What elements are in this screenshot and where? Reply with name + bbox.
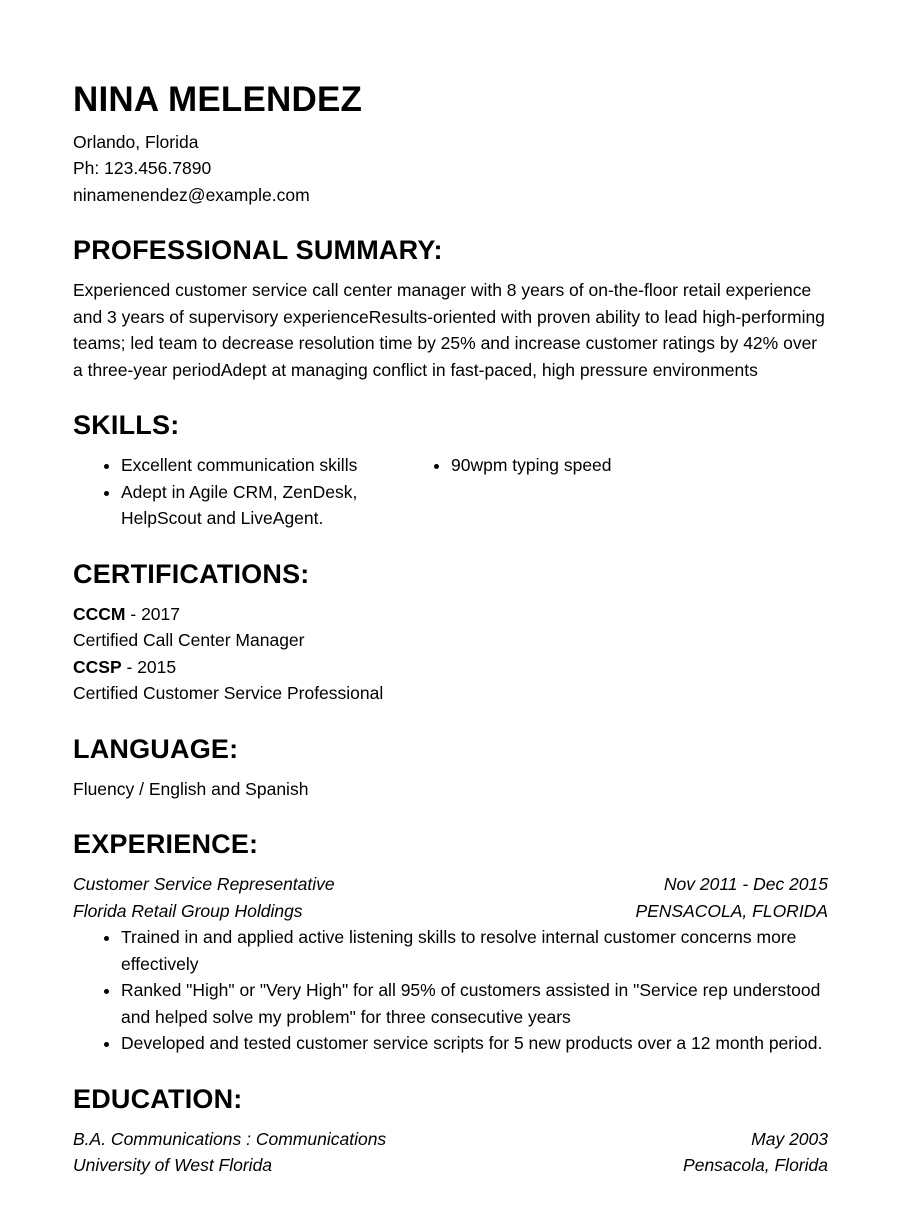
skills-column-2 [403, 452, 828, 479]
certification-title [73, 601, 828, 628]
education-degree: B.A. Communications : Communications [73, 1128, 387, 1149]
certification-fullname: Certified Customer Service Professional [73, 683, 384, 704]
job-company-row [73, 898, 828, 925]
job-company: Florida Retail Group Holdings [73, 900, 303, 921]
education-entry [73, 1126, 828, 1179]
education-degree-row [73, 1126, 828, 1153]
education-heading: EDUCATION: [73, 1083, 243, 1114]
language-section [73, 734, 828, 803]
skill-item: • 90wpm typing speed [451, 452, 828, 479]
certification-fullname: Certified Call Center Manager [73, 630, 305, 651]
certifications-heading: CERTIFICATIONS: [73, 558, 310, 589]
certification-year: - 2015 [126, 656, 177, 677]
candidate-name: NINA MELENDEZ [73, 80, 363, 119]
experience-section [73, 829, 828, 1057]
experience-heading: EXPERIENCE: [73, 829, 259, 860]
job-dates: Nov 2011 - Dec 2015 [663, 874, 828, 895]
job-bullet-list [73, 924, 828, 1057]
certification-abbr: CCSP [73, 656, 122, 677]
skills-section [73, 410, 828, 532]
certification-entry [73, 654, 828, 707]
summary-heading: PROFESSIONAL SUMMARY: [73, 235, 443, 266]
job-bullet: • Trained in and applied active listening skills to resolve internal customer concerns more effectively [121, 924, 828, 977]
candidate-location: Orlando, Florida [73, 131, 199, 152]
skill-item: • Excellent communication skills [121, 452, 403, 479]
skill-item: • Adept in Agile CRM, ZenDesk, HelpScout and LiveAgent. [121, 479, 403, 532]
candidate-email: ninamenendez@example.com [73, 184, 310, 205]
skills-heading: SKILLS: [73, 410, 180, 441]
education-school: University of West Florida [73, 1155, 273, 1176]
certification-year: - 2017 [130, 603, 180, 624]
language-heading: LANGUAGE: [73, 733, 239, 764]
education-date: May 2003 [751, 1128, 828, 1149]
summary-text: Experienced customer service call center manager with 8 years of on-the-floor retail experience and 3 years of supervisory experienceResults-oriented with proven ability to lead high-performing teams; led team to decrease resolution time by 25% and increase customer ratings by 42% over a three-year periodAdept at managing conflict in fast-paced, high pressure environments [73, 280, 825, 380]
candidate-phone: Ph: 123.456.7890 [73, 158, 212, 179]
skills-column-1 [73, 452, 403, 532]
certifications-section [73, 559, 828, 707]
job-location: PENSACOLA, FLORIDA [635, 900, 828, 921]
certification-entry [73, 601, 828, 654]
language-text: Fluency / English and Spanish [73, 778, 309, 799]
education-section [73, 1084, 828, 1179]
education-school-row [73, 1152, 828, 1179]
certification-title [73, 654, 828, 681]
certification-abbr: CCCM [73, 603, 126, 624]
skills-columns [73, 452, 828, 532]
summary-section [73, 235, 828, 383]
job-bullet: • Ranked "High" or "Very High" for all 95% of customers assisted in "Service rep understood and helped solve my problem" for three consecutive years [121, 977, 828, 1030]
job-title: Customer Service Representative [73, 874, 335, 895]
education-location: Pensacola, Florida [683, 1155, 828, 1176]
contact-header [73, 82, 828, 208]
job-bullet: • Developed and tested customer service scripts for 5 new products over a 12 month period. [121, 1030, 828, 1057]
job-title-row [73, 871, 828, 898]
job-entry [73, 871, 828, 1057]
